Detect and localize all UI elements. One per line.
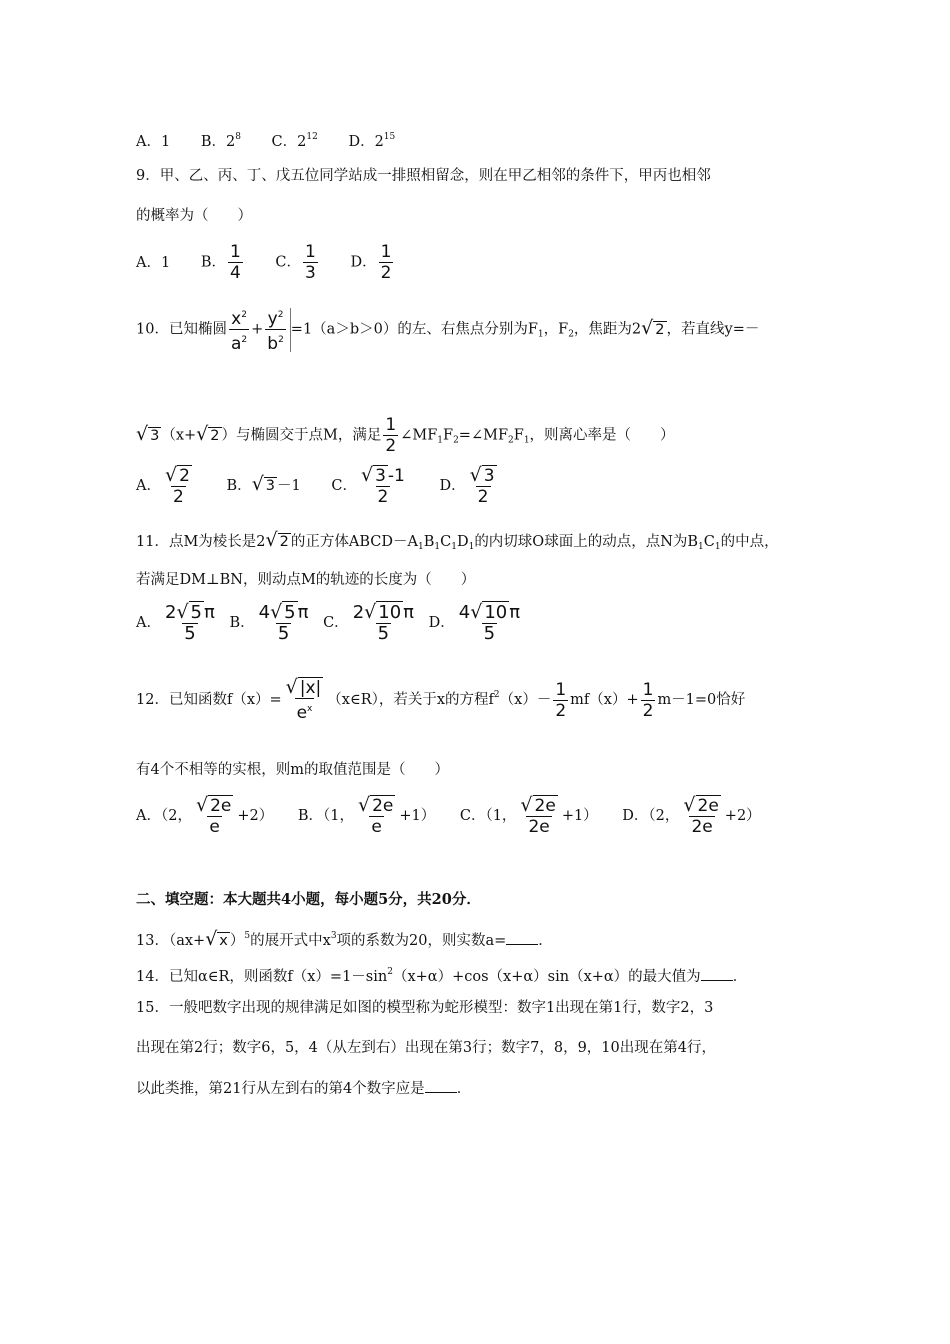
- q10-sqrt-3: √ 3: [136, 422, 160, 445]
- q11-option-a: A． $\frac{2√ 5 \pi}{5}$: [136, 601, 215, 644]
- q10-y-over-b: $\frac{y^2}{b^2}$: [267, 309, 284, 354]
- q9-option-d: D． $\frac{1}{2}$: [350, 242, 392, 283]
- q12-fx-fraction: $\frac{√ |x|}{e^x}$: [285, 676, 322, 723]
- q11-stem-line1: 11．点M为棱长是2√ 2 的正方体$ABCD-A_1B_1C_1D_1$的内切球O球面上的动点，点N为$B_1C_1$的中点，: [136, 529, 779, 552]
- section-heading: 二、填空题：本大题共4小题，每小题5分，共20分．: [136, 891, 481, 908]
- q13-answer-blank[interactable]: [506, 930, 538, 945]
- q12-option-c: C．（1， $\frac{√ 2e}{2e}$ +1）: [459, 794, 598, 837]
- q9-option-c: C． $\frac{1}{3}$: [275, 242, 316, 283]
- q15-stem-line1: 15．一般吧数字出现的规律满足如图的模型称为蛇形模型：数字1出现在第1行，数字2，3: [136, 1000, 714, 1016]
- q12-stem-line2: 有4个不相等的实根，则m的取值范围是（ ）: [136, 762, 449, 778]
- q15-answer-blank[interactable]: [425, 1078, 457, 1093]
- q9-stem-line2: 的概率为（ ）: [136, 208, 252, 224]
- q8-option-d: D．$2^{15}$: [348, 132, 396, 150]
- q14-answer-blank[interactable]: [701, 966, 733, 981]
- q10-half: $\frac{1}{2}$: [385, 415, 397, 456]
- q12-option-a: A．（2， $\frac{√ 2e}{e}$ +2）: [136, 794, 274, 837]
- q10-stem-line1: 10．已知椭圆 $\frac{x^2}{a^2}$ + $\frac{y^2}{b^2}$ =1（a＞b＞0）的左、右焦点分别为$F_1$，$F_2$，焦距为2√ 2 ，若直线y=－: [136, 305, 759, 354]
- q10-options: [136, 465, 527, 507]
- q13-stem: 13．（ax+√ x ）$^5$的展开式中$x^3$项的系数为20，则实数a= ．: [136, 928, 553, 950]
- q8-option-c: C．$2^{12}$: [271, 132, 318, 150]
- q10-stem-line2: √ 3 （x+√ 2 ）与椭圆交于点M，满足 $\frac{1}{2}$ $\angle MF_1F_2=\angle MF_2F_1$，则离心率是（ ）: [136, 415, 675, 456]
- q10-sqrt-2: √ 2: [641, 316, 665, 339]
- q10-sqrt-2b: √ 2: [196, 422, 220, 445]
- q11-option-b: B． $\frac{4√ 5 \pi}{5}$: [229, 601, 309, 644]
- q10-x-over-a: $\frac{x^2}{a^2}$: [230, 309, 248, 354]
- q15-stem-line3: 以此类推，第21行从左到右的第4个数字应是 ．: [136, 1078, 471, 1099]
- q11-option-d: D． $\frac{4√ 10 \pi}{5}$: [428, 601, 521, 644]
- q12-options: [136, 795, 787, 837]
- q12-option-b: B．（1， $\frac{√ 2e}{e}$ +1）: [297, 794, 436, 837]
- q10-option-b: B．√ 3 －1: [226, 473, 301, 495]
- q14-stem: 14．已知α∈R，则函数$f(x)=1-\sin^2(x+\alpha)+\cos(x+\alpha)\sin(x+\alpha)$的最大值为 ．: [136, 967, 748, 985]
- q9-option-a: A．1: [136, 254, 171, 271]
- q10-option-a: A． $\frac{√ 2}{2}$: [136, 464, 190, 507]
- q12-option-d: D．（2， $\frac{√ 2e}{2e}$ +2）: [622, 794, 761, 837]
- q8-option-a: A．1: [136, 134, 171, 150]
- q12-stem-line1: 12．已知函数f（x）= $\frac{√ |x|}{e^x}$ （x∈R），若关于x的方程$f^2(x)-$ $\frac{1}{2}$ mf（x）+ $\frac{1}{2}$ m－1=0恰好: [136, 676, 746, 723]
- q15-stem-line2: 出现在第2行；数字6，5，4（从左到右）出现在第3行；数字7，8，9，10出现在第4行，: [136, 1040, 716, 1056]
- q11-option-c: C． $\frac{2√ 10 \pi}{5}$: [323, 601, 414, 644]
- q10-prefix: 10．已知椭圆: [136, 321, 227, 338]
- q10-option-c: C． $\frac{√ 3 -1}{2}$: [331, 464, 405, 507]
- q11-options: [136, 602, 550, 644]
- q11-stem-line2: 若满足DM⊥BN，则动点M的轨迹的长度为（ ）: [136, 572, 476, 588]
- q8-option-b: B．$2^8$: [200, 132, 241, 150]
- q9-option-b: B． $\frac{1}{4}$: [200, 242, 241, 283]
- q9-options: [136, 242, 421, 283]
- q8-options: [136, 127, 421, 152]
- q9-stem-line1: 9．甲、乙、丙、丁、戊五位同学站成一排照相留念，则在甲乙相邻的条件下，甲丙也相邻: [136, 168, 711, 184]
- q10-option-d: D． $\frac{√ 3}{2}$: [439, 464, 495, 507]
- q11-sqrt-2: √ 2: [265, 529, 289, 551]
- q13-sqrt-x: √ x: [205, 928, 228, 950]
